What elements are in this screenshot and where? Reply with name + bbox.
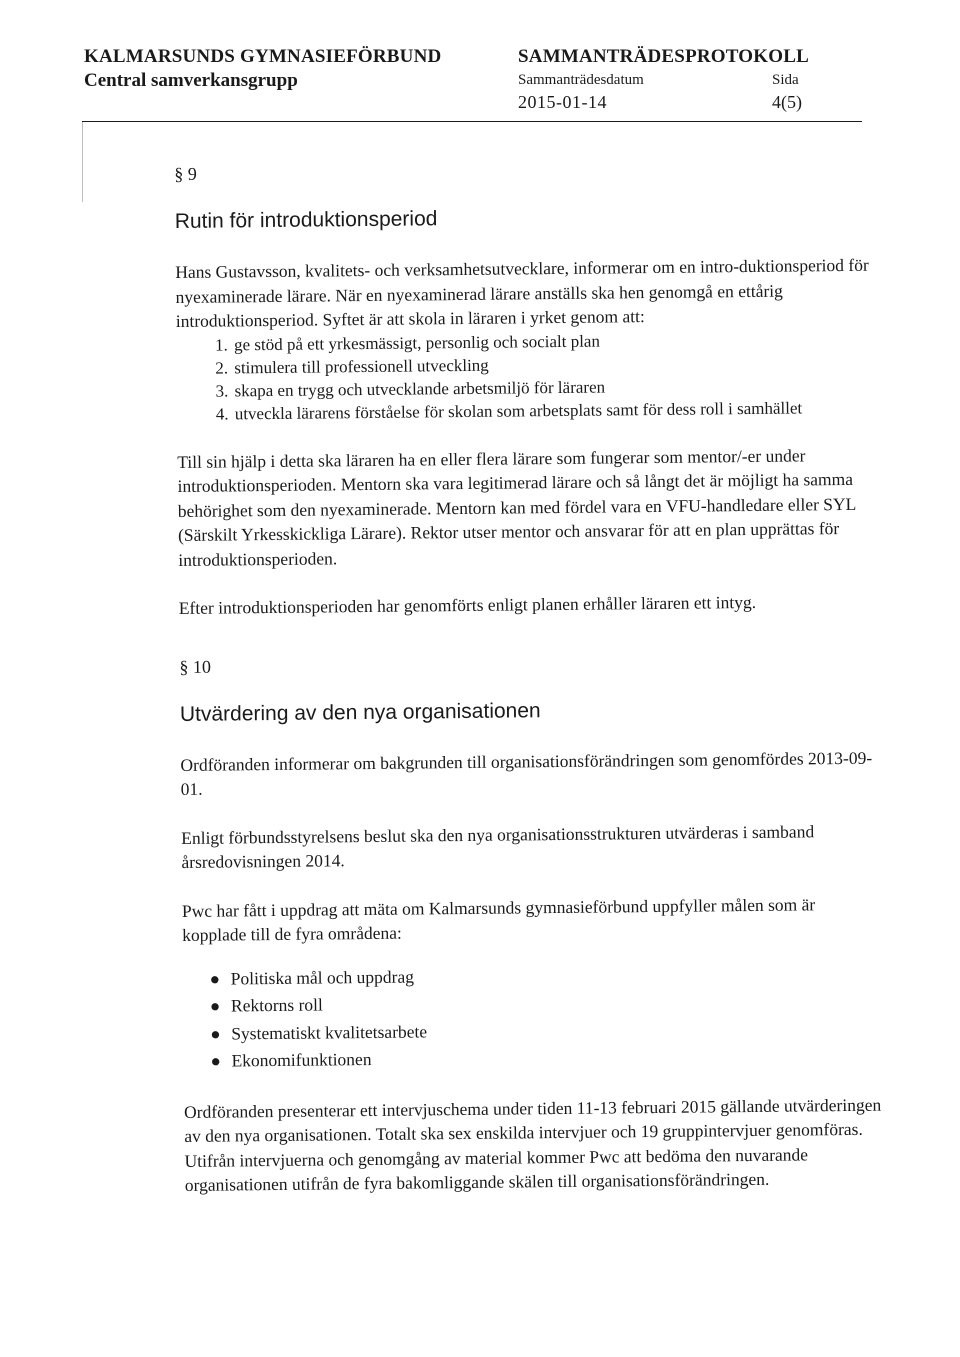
list-item-label: Rektorns roll bbox=[230, 994, 323, 1016]
section-heading: Rutin för introduktionsperiod bbox=[174, 207, 438, 233]
bullet-icon: ● bbox=[210, 1024, 221, 1044]
bullet-icon: ● bbox=[209, 996, 221, 1016]
organization-name: KALMARSUNDS GYMNASIEFÖRBUND bbox=[84, 46, 442, 67]
document-title: SAMMANTRÄDESPROTOKOLL bbox=[518, 46, 809, 67]
page-number: 4(5) bbox=[772, 92, 802, 112]
mentor-paragraph: Till sin hjälp i detta ska läraren ha en eller flera lärare som fungerar som mentor/-er under introduktionsperioden. Mentorn ska vara legitimerad lärare och så långt det är möjligt ha samma behörighet som den nyexaminerade. Mentorn kan med fördel vara en VFU-handledare eller SYL (Särskilt Yrkesskickliga Lärare). Rektor utser mentor och ansvarar för att en plan upprättas för introduktionsperioden. bbox=[177, 444, 856, 570]
section-intro-paragraph: Hans Gustavsson, kvalitets- och verksamhetsutvecklare, informerar om en intro-duktionsperiod för nyexaminerade lärare. När en nyexaminerad lärare anställs ska hen genomgå en ettårig introduktionsperiod. Syftet är att skola in läraren i yrket genom att: bbox=[175, 254, 869, 331]
assignment-paragraph: Pwc har fått i uppdrag att mäta om Kalmarsunds gymnasieförbund uppfyller målen som är kopplade till de fyra områdena: bbox=[181, 893, 816, 945]
bullet-icon: ● bbox=[209, 969, 221, 989]
page-label: Sida bbox=[772, 72, 799, 88]
section-10 bbox=[179, 647, 885, 1197]
section-9 bbox=[174, 155, 879, 621]
meeting-date-label: Sammanträdesdatum bbox=[518, 72, 644, 88]
list-item-label: Politiska mål och uppdrag bbox=[230, 966, 415, 988]
group-name: Central samverkansgrupp bbox=[84, 70, 298, 91]
list-item bbox=[210, 1041, 883, 1075]
purpose-list bbox=[176, 326, 877, 425]
section-number: § 10 bbox=[179, 656, 212, 677]
protocol-body bbox=[174, 143, 885, 1198]
list-item: 2. stimulera till professionell utveckling bbox=[232, 349, 876, 379]
section-heading: Utvärdering av den nya organisationen bbox=[179, 698, 541, 726]
certificate-paragraph: Efter introduktionsperioden har genomförts enligt planen erhåller läraren ett intyg. bbox=[178, 591, 757, 618]
list-item: 4. utveckla lärarens förståelse för skolan som arbetsplats samt för dess roll i samhället bbox=[233, 395, 877, 425]
meeting-date: 2015-01-14 bbox=[518, 92, 607, 112]
section-number: § 9 bbox=[174, 163, 197, 184]
header-divider bbox=[82, 121, 862, 122]
bullet-icon: ● bbox=[210, 1051, 221, 1071]
decision-paragraph: Enligt förbundsstyrelsens beslut ska den nya organisationsstrukturen utvärderas i samband årsredovisningen 2014. bbox=[181, 820, 815, 872]
background-paragraph: Ordföranden informerar om bakgrunden till organisationsförändringen som genomfördes 2013-09-01. bbox=[180, 747, 873, 799]
margin-line bbox=[82, 122, 83, 202]
list-item: 1. ge stöd på ett yrkesmässigt, personlig och socialt plan bbox=[232, 326, 876, 356]
list-item: 3. skapa en trygg och utvecklande arbetsmiljö för läraren bbox=[232, 372, 876, 402]
list-item-label: Systematiskt kvalitetsarbete bbox=[231, 1020, 428, 1043]
list-item-label: Ekonomifunktionen bbox=[231, 1048, 372, 1071]
areas-list bbox=[183, 958, 884, 1075]
interview-paragraph: Ordföranden presenterar ett intervjuschema under tiden 11-13 februari 2015 gällande utvärderingen av den nya organisationen. Totalt ska sex enskilda intervjuer och 19 gruppintervjuer genomföras. Utifrån intervjuerna och genomgång av material kommer Pwc att bedöma den nuvarande organisationen utifrån de fyra bakomliggande skälen till organisationsförändringen. bbox=[183, 1094, 882, 1195]
